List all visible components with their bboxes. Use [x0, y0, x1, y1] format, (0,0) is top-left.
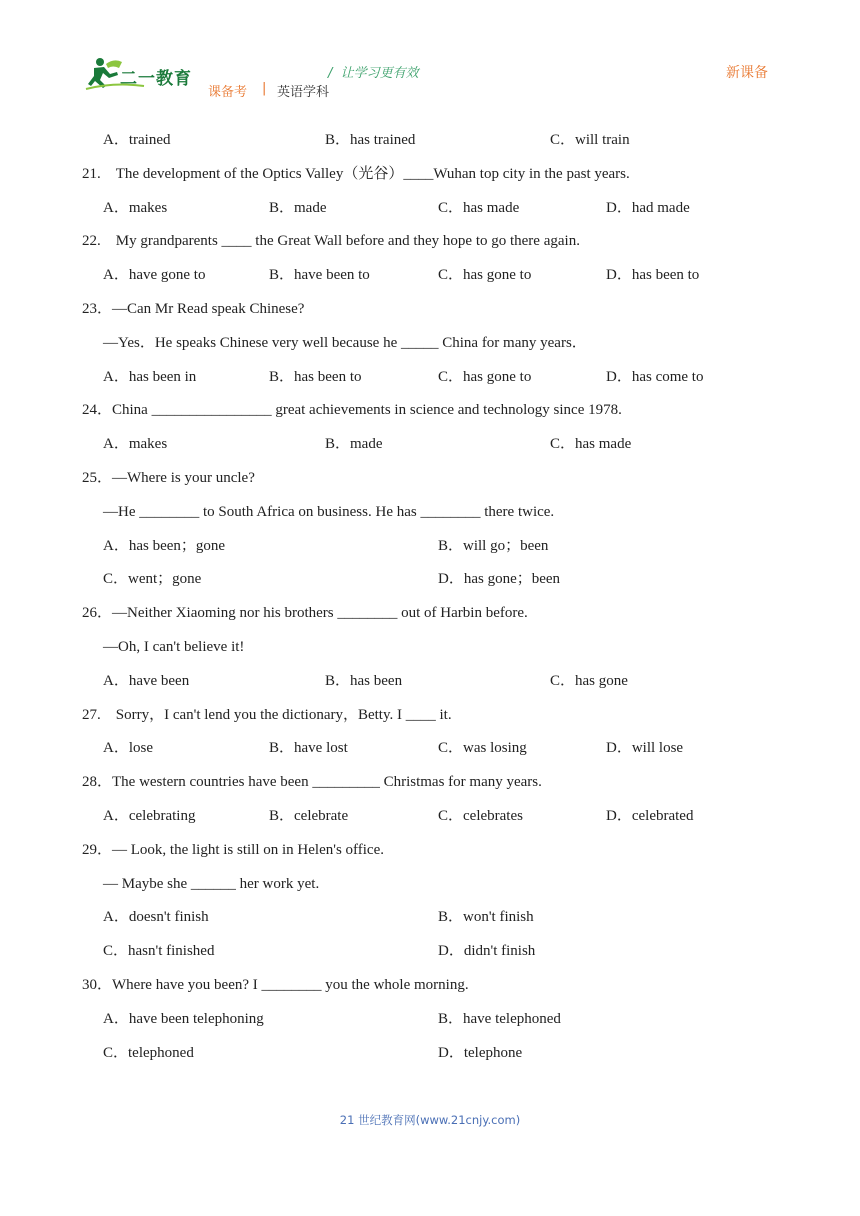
question-stem: —Yes．He speaks Chinese very well because he _____ China for many years．	[103, 334, 587, 351]
option-item: A．lose	[103, 740, 153, 757]
option-item: D．didn't finish	[438, 943, 536, 960]
question-stem: 26．—Neither Xiaoming nor his brothers ________ out of Harbin before.	[82, 605, 528, 622]
slogan-text: 让学习更有效	[340, 66, 419, 81]
option-item: B．has been to	[269, 368, 362, 385]
option-item: A．has been；gone	[103, 537, 226, 554]
option-item: B．made	[269, 199, 327, 216]
question-stem: —Oh, I can't believe it!	[103, 639, 245, 655]
question-stem: 29．— Look, the light is still on in Helen's office.	[82, 841, 384, 858]
option-item: A．makes	[103, 199, 168, 216]
option-item: C．has gone to	[438, 267, 532, 284]
question-stem: 30．Where have you been? I ________ you the whole morning.	[82, 977, 469, 993]
option-item: B．won't finish	[438, 909, 534, 926]
option-item: C．telephoned	[103, 1044, 194, 1061]
option-item: C．celebrates	[438, 808, 523, 824]
option-item: B．celebrate	[269, 808, 349, 824]
header-separator: |	[262, 81, 267, 96]
slogan-prefix: /	[328, 66, 333, 81]
option-item: A．celebrating	[103, 808, 196, 824]
header-brand-right: 新课备	[726, 65, 768, 81]
option-item: C．will train	[550, 132, 630, 148]
option-item: B．has trained	[325, 132, 416, 148]
option-item: A．have been	[103, 672, 190, 689]
question-stem: 23．—Can Mr Read speak Chinese?	[82, 301, 305, 317]
option-item: B．will go；been	[438, 537, 549, 554]
question-stem: 24．China ________________ great achievements in science and technology since 1978.	[82, 402, 622, 419]
header-slogan	[328, 62, 419, 81]
page-footer: 21 世纪教育网(www.21cnjy.com)	[339, 1113, 521, 1127]
option-item: A．makes	[103, 436, 168, 453]
option-item: B．have telephoned	[438, 1010, 561, 1027]
question-stem: 27. Sorry，I can't lend you the dictionary，Betty. I ____ it.	[82, 706, 452, 723]
option-item: D．celebrated	[606, 808, 694, 824]
question-stem: — Maybe she ______ her work yet.	[103, 875, 320, 892]
option-item: A．have gone to	[103, 267, 206, 284]
page-header	[0, 0, 860, 110]
option-item: B．has been	[325, 672, 403, 689]
option-item: D．has been to	[606, 267, 700, 284]
question-stem: 22. My grandparents ____ the Great Wall before and they hope to go there again.	[82, 233, 580, 250]
option-item: C．has made	[438, 199, 520, 216]
option-item: C．has gone to	[438, 368, 532, 385]
question-stem: 21. The development of the Optics Valley（光谷）____Wuhan top city in the past years.	[82, 165, 630, 182]
option-item: B．have lost	[269, 740, 348, 757]
option-item: A．doesn't finish	[103, 909, 209, 926]
option-item: D．will lose	[606, 740, 684, 757]
option-item: D．telephone	[438, 1044, 523, 1061]
option-item: C．has made	[550, 436, 632, 453]
question-stem: —He ________ to South Africa on business. He has ________ there twice.	[103, 503, 555, 520]
option-item: D．has come to	[606, 368, 704, 385]
logo-text: 二一教育	[120, 69, 192, 89]
option-item: D．had made	[606, 199, 690, 216]
option-item: C．hasn't finished	[103, 943, 215, 960]
option-item: A．has been in	[103, 368, 197, 385]
option-item: C．went；gone	[103, 571, 202, 588]
option-item: B．made	[325, 436, 383, 453]
option-item: A．have been telephoning	[103, 1010, 264, 1027]
option-item: C．has gone	[550, 672, 628, 689]
question-stem: 25．—Where is your uncle?	[82, 470, 255, 486]
option-item: C．was losing	[438, 740, 527, 757]
header-sub-left: 课备考	[208, 85, 248, 100]
option-item: A．trained	[103, 132, 171, 148]
option-item: D．has gone；been	[438, 571, 561, 588]
option-item: B．have been to	[269, 267, 370, 284]
question-stem: 28．The western countries have been _________ Christmas for many years.	[82, 774, 542, 791]
header-subject: 英语学科	[277, 85, 330, 100]
